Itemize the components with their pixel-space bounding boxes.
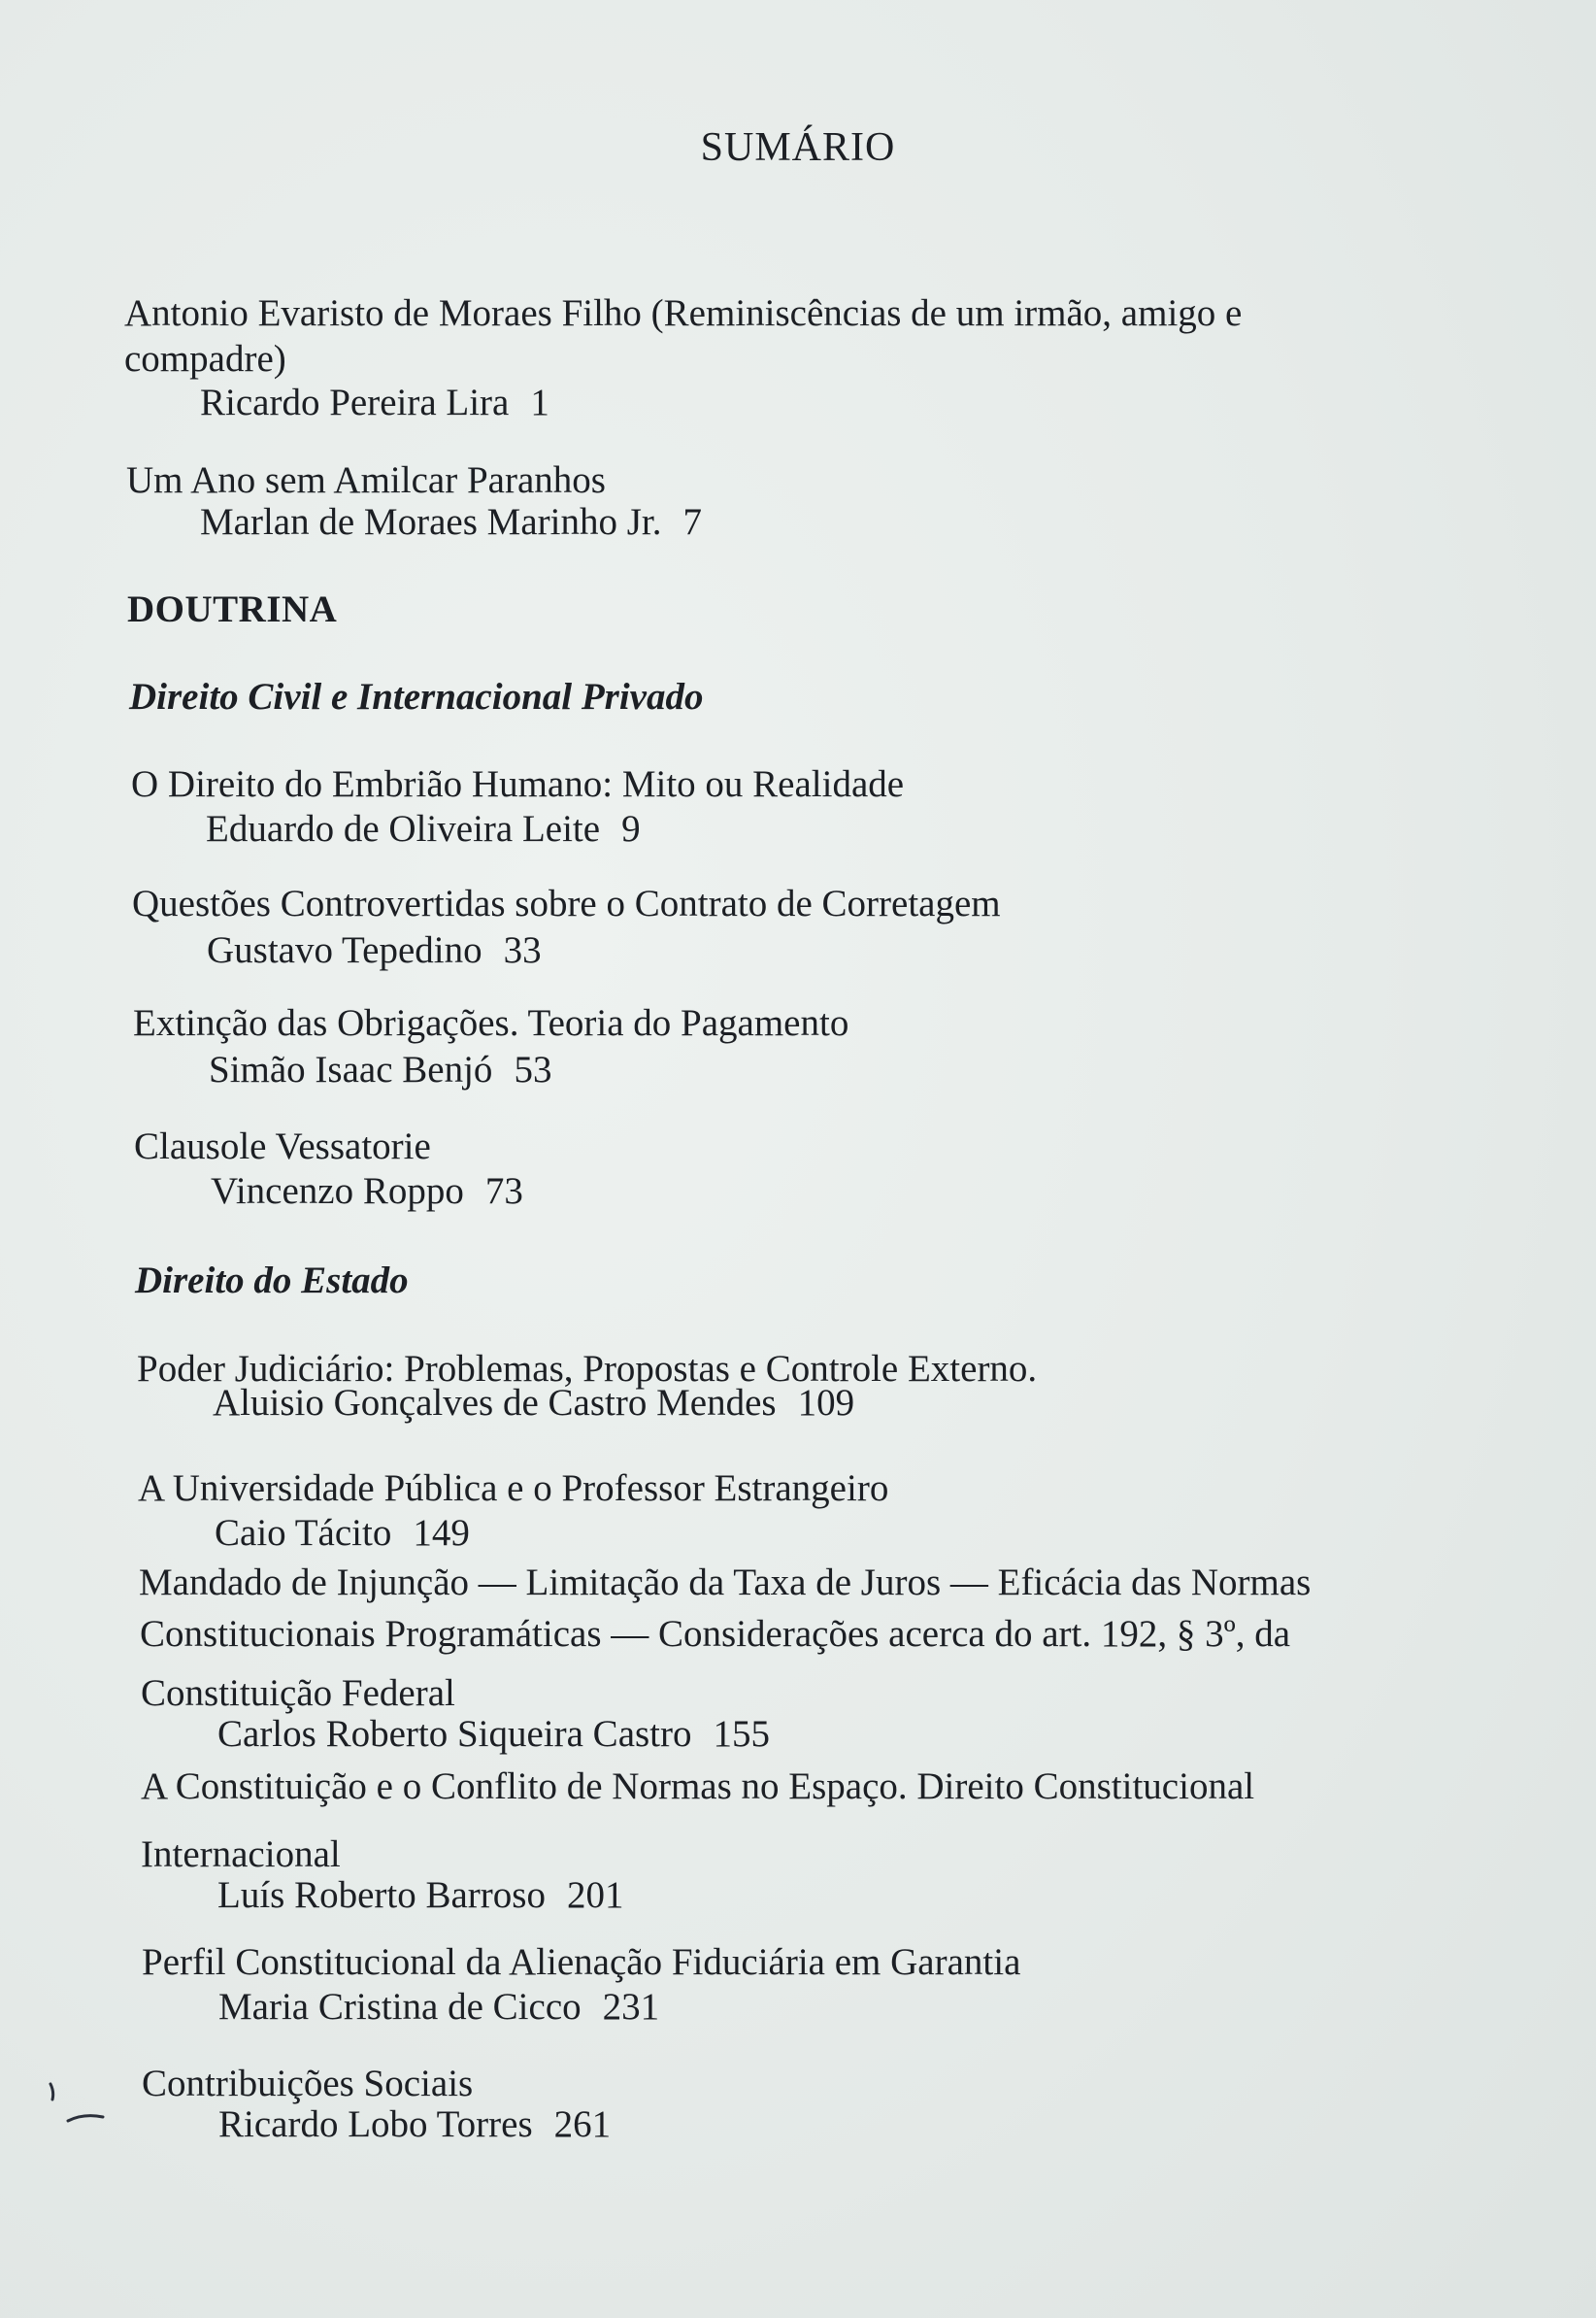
entry-title-line: Constitucionais Programáticas — Considerações acerca do art. 192, § 3º, da <box>140 1613 1291 1655</box>
author-name: Aluisio Gonçalves de Castro Mendes <box>213 1382 777 1424</box>
entry-title-line: Mandado de Injunção — Limitação da Taxa de Juros — Eficácia das Normas <box>139 1562 1312 1603</box>
page-number: 7 <box>682 501 702 543</box>
entry-title-line: Questões Controvertidas sobre o Contrato de Corretagem <box>132 883 1001 924</box>
entry-title-line: Extinção das Obrigações. Teoria do Pagamento <box>133 1002 849 1044</box>
author-name: Ricardo Pereira Lira <box>200 382 510 423</box>
entry-author <box>218 2102 611 2147</box>
pen-mark <box>43 2078 120 2136</box>
page-title: SUMÁRIO <box>700 125 896 170</box>
subsection-heading: Direito Civil e Internacional Privado <box>129 676 704 718</box>
page-number: 261 <box>553 2103 612 2145</box>
entry-title-line: Antonio Evaristo de Moraes Filho (Reminiscências de um irmão, amigo e <box>124 292 1243 334</box>
entry-author <box>200 500 702 545</box>
author-name: Luís Roberto Barroso <box>217 1874 546 1916</box>
page-number: 149 <box>413 1512 470 1554</box>
page-number: 1 <box>530 382 549 423</box>
entry-title-line: Um Ano sem Amilcar Paranhos <box>126 459 606 501</box>
entry-author <box>206 807 641 852</box>
entry-author <box>207 928 542 973</box>
page-number: 201 <box>566 1874 624 1916</box>
entry-title-line: Poder Judiciário: Problemas, Propostas e Controle Externo. <box>137 1348 1038 1390</box>
entry-title-line: Clausole Vessatorie <box>134 1125 431 1167</box>
section-heading: DOUTRINA <box>127 588 338 630</box>
author-name: Eduardo de Oliveira Leite <box>206 808 601 850</box>
author-name: Simão Isaac Benjó <box>209 1049 493 1091</box>
entry-author <box>218 1985 659 2030</box>
entry-author <box>217 1712 770 1757</box>
page-number: 231 <box>602 1986 660 2028</box>
entry-author <box>209 1048 551 1092</box>
entry-title-line: A Universidade Pública e o Professor Estrangeiro <box>138 1467 889 1509</box>
author-name: Ricardo Lobo Torres <box>218 2103 533 2145</box>
entry-title-line: Internacional <box>141 1833 341 1875</box>
entry-author <box>213 1381 854 1426</box>
entry-author <box>217 1873 623 1918</box>
page-number: 53 <box>514 1049 552 1091</box>
author-name: Gustavo Tepedino <box>207 929 482 971</box>
entry-title-line: Constituição Federal <box>141 1672 455 1714</box>
entry-title-line: O Direito do Embrião Humano: Mito ou Realidade <box>131 763 905 805</box>
page-number: 155 <box>713 1713 771 1755</box>
entry-title-line: Perfil Constitucional da Alienação Fiduciária em Garantia <box>142 1941 1021 1983</box>
author-name: Marlan de Moraes Marinho Jr. <box>200 501 662 543</box>
entry-title-line: Contribuições Sociais <box>142 2063 474 2104</box>
entry-author <box>211 1169 523 1214</box>
entry-author <box>215 1511 470 1556</box>
page-number: 73 <box>484 1170 523 1212</box>
author-name: Maria Cristina de Cicco <box>218 1986 582 2028</box>
author-name: Carlos Roberto Siqueira Castro <box>217 1713 692 1755</box>
author-name: Vincenzo Roppo <box>211 1170 464 1212</box>
subsection-heading: Direito do Estado <box>135 1260 409 1301</box>
author-name: Caio Tácito <box>215 1512 392 1554</box>
page-number: 9 <box>621 808 641 850</box>
page-number: 33 <box>503 929 542 971</box>
page-number: 109 <box>797 1382 855 1424</box>
entry-title-line: A Constituição e o Conflito de Normas no Espaço. Direito Constitucional <box>141 1765 1255 1807</box>
entry-author <box>200 381 549 425</box>
entry-title-line: compadre) <box>124 338 286 380</box>
